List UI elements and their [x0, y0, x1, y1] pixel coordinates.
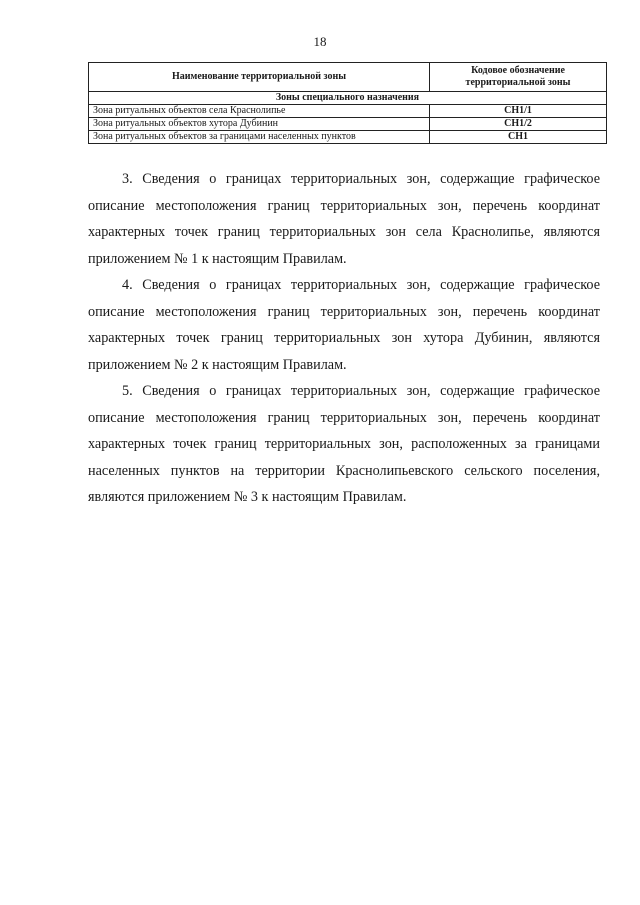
zone-name-cell: Зона ритуальных объектов хутора Дубинин: [89, 118, 430, 131]
section-title: Зоны специального назначения: [89, 92, 607, 105]
header-zone-name: Наименование территориальной зоны: [89, 63, 430, 92]
zone-code-cell: СН1/1: [430, 105, 607, 118]
table-section-row: [89, 92, 607, 105]
table-row: [89, 118, 607, 131]
page-number: 18: [313, 34, 327, 49]
table-row: [89, 131, 607, 144]
paragraph-3: 3. Сведения о границах территориальных зон, содержащие графическое описание местоположения границ территориальных зон, перечень координат характерных точек границ территориальных зон села Краснолипье, являются приложением № 1 к настоящим Правилам.: [88, 171, 600, 267]
table-header-row: [89, 63, 607, 92]
territorial-zones-table: [88, 62, 607, 144]
body-text: [88, 166, 600, 511]
paragraph-5: 5. Сведения о границах территориальных зон, содержащие графическое описание местоположения границ территориальных зон, перечень координат характерных точек границ территориальных зон, расположенных за границами населенных пунктов на территории Краснолипьевского сельского поселения, являются приложением № 3 к настоящим Правилам.: [88, 383, 600, 505]
table-row: [89, 105, 607, 118]
zone-name-cell: Зона ритуальных объектов села Краснолипье: [89, 105, 430, 118]
zone-code-cell: СН1: [430, 131, 607, 144]
header-zone-code: Кодовое обозначение территориальной зоны: [430, 63, 607, 92]
zone-code-cell: СН1/2: [430, 118, 607, 131]
zone-name-cell: Зона ритуальных объектов за границами населенных пунктов: [89, 131, 430, 144]
paragraph-4: 4. Сведения о границах территориальных зон, содержащие графическое описание местоположения границ территориальных зон, перечень координат характерных точек границ территориальных зон хутора Дубинин, являются приложением № 2 к настоящим Правилам.: [88, 277, 600, 373]
